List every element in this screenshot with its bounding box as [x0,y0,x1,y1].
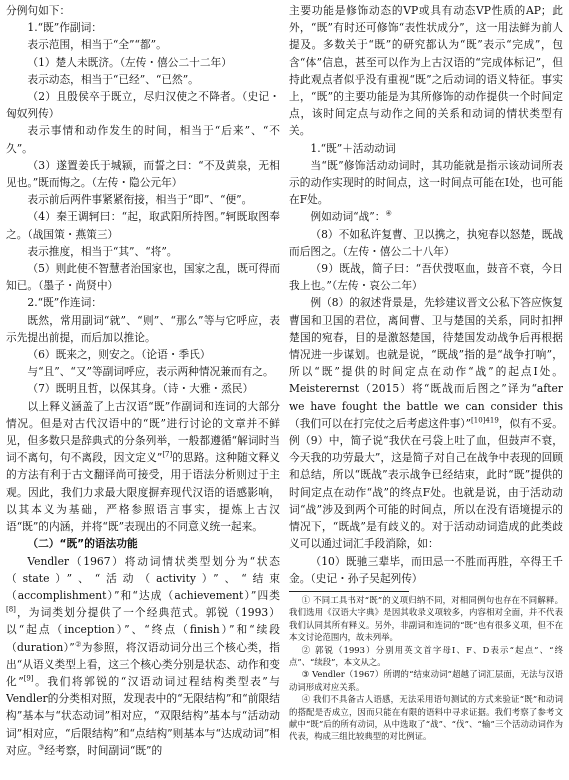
paragraph: Vendler（1967）将动词情状类型划分为“状态（state）”、“活动（activity）”、“结束（accomplishment）”和“达成（achievement）”四类[8]，为词类划分提供了一个经典范式。郭锐（1993）以“起点（inception）”、“终点（finish）”和“续段（duration）”②为参照，将汉语动词分出三个核心类，指出“从语义类型上看，这三个核心类分别是状态、动作和变化”[9]。我们将郭锐的“汉语动词过程结构类型表”与Vendler的分类相对照，发现表中的“无限结构”和“前限结构”基本与“状态动词”相对应，“双限结构”基本与“活动动词”相对应，“后限结构”和“点结构”则基本与“达成动词”相对应。③经考察，时间副词“既”的 [6,554,280,757]
paragraph: （10）既驰三辈毕，而田忌一不胜而再胜，卒得王千金。（史记・孙子吴起列传） [289,554,563,585]
footnote-rule [289,591,409,592]
paragraph: （7）既明且哲，以保其身。（诗・大雅・烝民） [27,382,254,396]
right-column [289,2,563,778]
paragraph: 表示推度，相当于“其”、“将”。 [27,244,178,258]
paragraph: （3）遂置姜氏于城颍，而誓之曰：“不及黄泉，无相见也。”既而悔之。（左传・隐公元年） [6,158,280,190]
paragraph: （1）楚人未既济。（左传・僖公二十二年） [27,55,232,69]
paragraph: 表示动态，相当于“已经”、“已然”。 [27,72,199,86]
paragraph: 以上释义涵盖了上古汉语“既”作副词和连词的大部分情况。但是对古代汉语中的“既”进行讨论的文章并不鲜见，但多数只是辞典式的分条列举，一般都遵循“解词时当词不离句，句不离段，因文定义”[7]的思路。这种随文释义的方法有利于古文翻译尚可接受，用于语法分析则过于主观。因此，我们力求最大限度摒弃现代汉语的语感影响，以其本义为基础，严格参照语言事实，提炼上古汉语“既”的内涵，并将“既”表现出的不同意义统一起来。 [6,399,280,534]
paragraph: 当“既”修饰活动动词时，其功能就是指示该动词所表示的动作实现时的时间点，这一时间点可能在I处，也可能在F处。 [289,158,563,207]
paragraph: 分例句如下： [6,4,71,17]
footnote: ④ 我们不具备古人语感，无法采用语句测试的方式来验证“既”和动词的搭配是否成立，因而只能在有限的语料中寻求证据。我们考察了参考文献中“既”后的所有动词，从中选取了“战”、“伐”、“输”三个活动动词作为代表，构成三组比较典型的对比例证。 [289,694,563,742]
paragraph: 表示前后两件事紧紧衔接，相当于“即”、“便”。 [27,193,253,207]
paragraph: （9）既战，简子曰：“吾伏弢呕血，鼓音不衰，今日我上也。”（左传・哀公二年） [289,262,563,293]
paragraph: 表示范围，相当于“全”“都”。 [27,38,167,52]
footnote: ③ Vendler（1967）所谓的“结束动词”超越了词汇层面，无法与汉语动词形成对应关系。 [289,669,563,692]
paragraph: 例如动词“战”：④ [310,209,392,224]
paragraph: （5）则此使不智慧者治国家也，国家之乱，既可得而知已。（墨子・尚贤中） [6,262,280,293]
footnote: ② 郭锐（1993）分别用英文首字母I、F、D表示“起点”、“终点”、“续段”，本文从之。 [289,644,563,667]
paragraph: 主要功能是修饰动态的VP或具有动态VP性质的AP；此外，“既”有时还可修饰“表性状成分”，这一用法鲜为前人提及。多数关于“既”的研究都认为“既”表示“完成”，包含“体”信息，甚至可以作为上古汉语的“完成体标记”，但持此观点者似乎没有重视“既”之后动词的语义特征。事实上，“既”的主要功能是为其所修饰的动作提供一个时间定点，该时间定点与动作之间的关系和动词的情状类型有关。 [289,4,563,138]
footnotes [289,594,563,743]
section-heading: （二）“既”的语法功能 [27,537,138,551]
paragraph: 1.“既”作副词： [27,21,102,35]
paragraph: （8）不如私许复曹、卫以携之，执宛春以怒楚，既战而后图之。（左传・僖公二十八年） [289,227,563,258]
right-body [289,2,563,587]
left-column [6,2,280,778]
paragraph: 与“且”、“又”等副词呼应，表示两种情况兼而有之。 [27,365,274,379]
paragraph: （4）秦王调轲曰：“起，取武阳所持图。”轲既取图奉之。（战国策・燕策三） [6,210,280,241]
paragraph: （2）且殷侯卒于既立，尽归汉使之不降者。（史记・匈奴列传） [6,90,280,121]
paragraph: 例（8）的叙述背景是，先轸建议晋文公私下答应恢复曹国和卫国的君位，离间曹、卫与楚国的关系，同时扣押楚国的宛春，目的是激怒楚国，待楚国发动战争后再根据情况进一步谋划。也就是说，“既战”指的是“战争打响”，所以“既”提供的时间定点在动作“战”的起点I处。Meisterernst（2015）将“既战而后图之”译为“after we have fought the battle we can consider this（我们可以在打完仗之后考虑这件事）”$^{[10]419}$，似有不妥。例（9）中，简子说“我伏在弓袋上吐了血，但鼓声不衰，今天我的功劳最大”，这是简子对自己在战争中表现的回顾和总结，所以“既战”表示战争已经结束，此时“既”提供的时间定点在动作“战”的终点F处。也就是说，由于活动动词“战”涉及到两个可能的时间点，所以在没有语境提示的情况下，“既战”是有歧义的。对于活动动词造成的此类歧义可以通过词汇手段消除，如： [289,296,563,551]
paragraph: （6）既来之，则安之。（论语・季氏） [27,348,211,362]
paragraph: 既然，常用副词“就”、“则”、“那么”等与它呼应，表示先提出前提，而后加以推论。 [6,313,280,344]
footnote: ① 不同工具书对“既”的义项归纳不同，对相同例句也存在不同解释。我们选用《汉语大字典》是因其收录义项较多，内容相对全面，并不代表我们认同其所有释义。另外，非副词和连词的“既”也有很多义项，但不在本文讨论范围内，故未列举。 [289,594,563,643]
paragraph: 2.“既”作连词： [27,296,102,310]
paragraph: 1.“既”＋活动动词 [310,141,396,155]
paragraph: 表示事情和动作发生的时间，相当于“后来”、“不久”。 [6,124,280,155]
